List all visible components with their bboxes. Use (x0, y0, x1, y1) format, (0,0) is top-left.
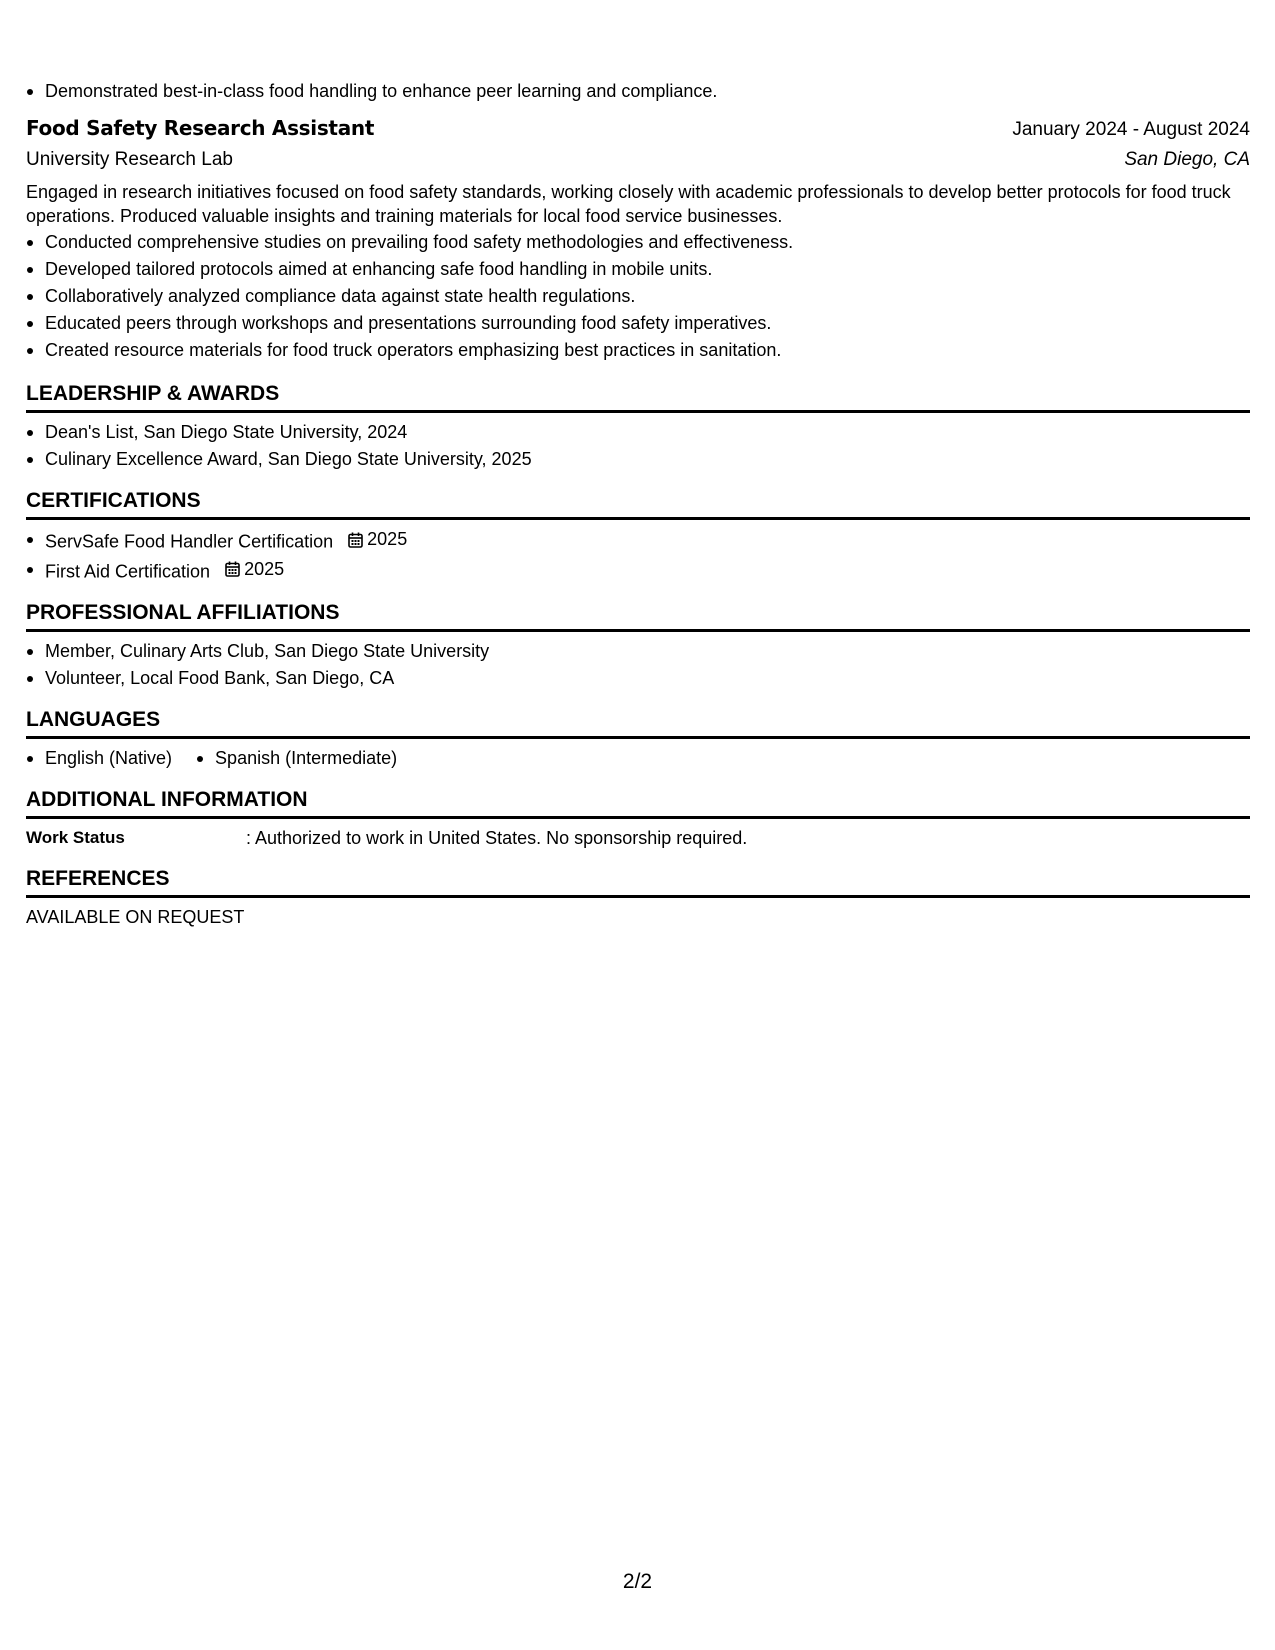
previous-job-bullets (26, 78, 1250, 105)
list-item: Collaboratively analyzed compliance data against state health regulations. (26, 283, 1250, 310)
job-dates: January 2024 - August 2024 (1012, 119, 1250, 140)
certification-date (348, 526, 407, 553)
leadership-list (26, 419, 1250, 473)
certification-item (26, 556, 1250, 586)
resume-page (26, 78, 1250, 930)
list-item: Dean's List, San Diego State University, 2024 (26, 419, 1250, 446)
job-subheader (26, 145, 1250, 175)
work-status-row (26, 825, 1250, 851)
section-heading: PROFESSIONAL AFFILIATIONS (26, 599, 1250, 632)
job-organization: University Research Lab (26, 149, 233, 170)
certification-item (26, 526, 1250, 556)
section-heading: LANGUAGES (26, 706, 1250, 739)
list-item: Developed tailored protocols aimed at enhancing safe food handling in mobile units. (26, 256, 1250, 283)
certification-name: First Aid Certification (45, 561, 211, 581)
additional-info-section (26, 786, 1250, 851)
certification-year: 2025 (367, 529, 408, 549)
references-text: AVAILABLE ON REQUEST (26, 907, 245, 927)
section-heading: CERTIFICATIONS (26, 487, 1250, 520)
list-item: Conducted comprehensive studies on prevailing food safety methodologies and effectiveness. (26, 229, 1250, 256)
certifications-section (26, 487, 1250, 585)
job-title: Food Safety Research Assistant (26, 116, 375, 140)
language-item: Spanish (Intermediate) (196, 745, 397, 772)
certification-name: ServSafe Food Handler Certification (45, 531, 334, 552)
affiliations-list (26, 638, 1250, 692)
job-summary: Engaged in research initiatives focused on food safety standards, working closely with academic professionals to develop better protocols for food truck operations. Produced valuable insights and training materials for local food service businesses. (26, 182, 1231, 226)
certifications-list (26, 526, 1250, 585)
list-item: Volunteer, Local Food Bank, San Diego, CA (26, 665, 1250, 692)
languages-section (26, 706, 1250, 772)
leadership-section (26, 380, 1250, 473)
work-status-value: : Authorized to work in United States. No sponsorship required. (246, 828, 748, 848)
calendar-icon (348, 532, 363, 548)
list-item: Educated peers through workshops and presentations surrounding food safety imperatives. (26, 310, 1250, 337)
language-item: English (Native) (26, 745, 172, 772)
section-heading: LEADERSHIP & AWARDS (26, 380, 1250, 413)
affiliations-section (26, 599, 1250, 692)
list-item: Member, Culinary Arts Club, San Diego State University (26, 638, 1250, 665)
job-entry (26, 113, 1250, 364)
job-header (26, 113, 1250, 145)
job-location: San Diego, CA (1124, 149, 1250, 170)
references-section (26, 865, 1250, 930)
calendar-icon (225, 561, 240, 577)
list-item: Created resource materials for food truck operators emphasizing best practices in sanitation. (26, 337, 1250, 364)
languages-list (26, 745, 1250, 772)
section-heading: REFERENCES (26, 865, 1250, 898)
list-item: Demonstrated best-in-class food handling to enhance peer learning and compliance. (26, 78, 1250, 105)
certification-date (225, 556, 284, 583)
certification-year: 2025 (244, 558, 285, 579)
page-number: 2/2 (622, 1570, 653, 1593)
work-status-label: Work Status (26, 828, 125, 847)
job-bullets (26, 229, 1250, 364)
section-heading: ADDITIONAL INFORMATION (26, 786, 1250, 819)
list-item: Culinary Excellence Award, San Diego State University, 2025 (26, 446, 1250, 473)
